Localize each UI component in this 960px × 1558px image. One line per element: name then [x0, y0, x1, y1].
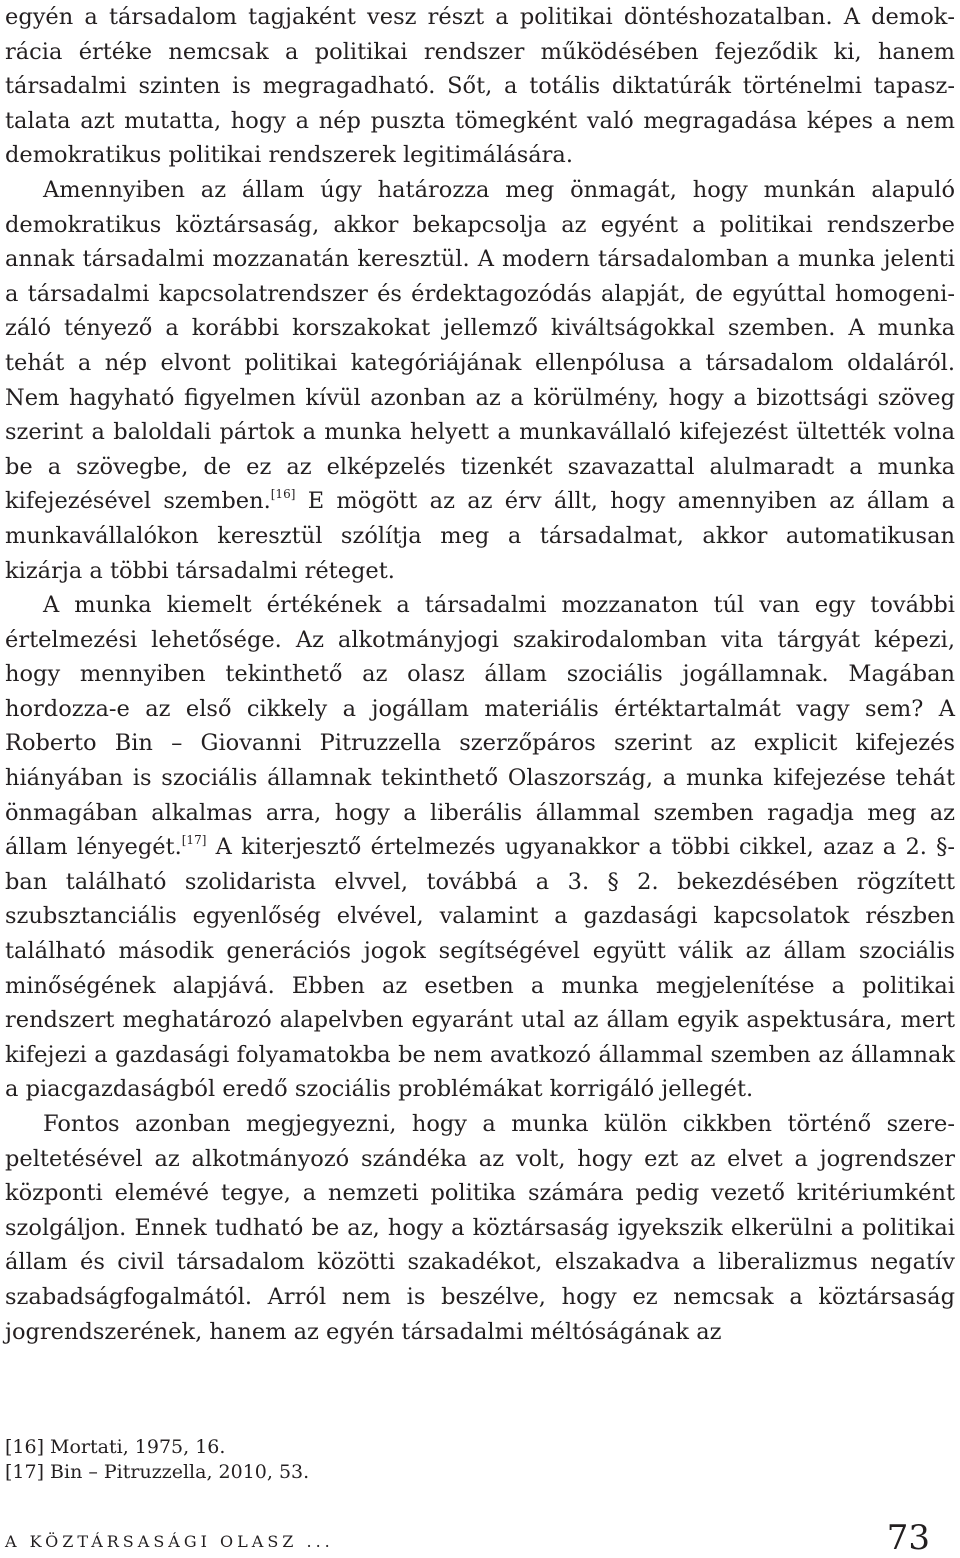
paragraph-text: A kiterjesztő értelmezés ugyanakkor a többi cikkel, azaz a 2. §-ban található szolidarista elvvel, továbbá a 3. § 2. bekezdésében rögzített szubsztanciális egyenlőség elvével, valamint a gazdasági kapcsolatok részben található második generációs jogok segítségével együtt válik az állam szociális minőségének alapjává. Ebben az esetben a munka megjelenítése a politikai rendszert meghatározó alapelvben egyaránt utal az állam egyik aspektusára, mert kifejezi a gazdasági folyamatokba be nem avatkozó állammal szemben az államnak a piacgazdaságból eredő szociális problémákat korrigáló jellegét. — [5, 834, 956, 1103]
running-head: A KÖZTÁRSASÁGI OLASZ ... — [5, 1532, 334, 1551]
page-footer — [5, 1518, 930, 1558]
footnotes — [5, 1435, 705, 1485]
page-number: 73 — [886, 1518, 930, 1558]
paragraph-text: Fontos azonban megjegyezni, hogy a munka külön cikkben történő szerepeltetésével az alkotmányozó szándéka az volt, hogy ezt az elvet a jogrendszer központi elemévé tegye, a nemzeti politika számára pedig vezető kritériumként szolgáljon. Ennek tudható be az, hogy a köztársaság igyekszik elkerülni a politikai állam és civil társadalom közötti szakadékot, elszakadva a liberalizmus negatív szabadságfogalmától. Arról nem is beszélve, hogy ez nemcsak a köztársaság jogrendszerének, hanem az egyén társadalmi méltóságának az — [5, 1111, 955, 1345]
footnote-16: [16] Mortati, 1975, 16. — [5, 1436, 226, 1458]
paragraph — [5, 0, 955, 173]
paragraph-text: Amennyiben az állam úgy határozza meg önmagát, hogy munkán alapuló demokratikus köztársaság, akkor bekapcsolja az egyént a politikai rendszerbe annak társadalmi mozzanatán keresztül. A modern társadalomban a munka jelenti a társadalmi kapcsolatrendszer és érdektagozódás alapját, de egyúttal homogenizáló tényező a korábbi korszakokat jellemző kiváltságokkal szemben. A munka tehát a nép elvont politikai kategóriájának ellenpólusa a társadalom oldaláról. Nem hagyható figyelmen kívül azonban az a körülmény, hogy a bizottsági szöveg szerint a baloldali pártok a munka helyett a munkavállaló kifejezést ültették volna be a szövegbe, de ez az elképzelés tizenkét szavazattal alulmaradt a munka kifejezésével szemben. — [5, 176, 955, 515]
paragraph-text: egyén a társadalom tagjaként vesz részt a politikai döntéshozatalban. A demokrácia értéke nemcsak a politikai rendszer működésében fejeződik ki, hanem társadalmi szinten is megragadható. Sőt, a totális diktatúrák történelmi tapasztalata azt mutatta, hogy a nép puszta tömegként való megragadása képes a nem demokratikus politikai rendszerek legitimálására. — [5, 4, 955, 169]
footnote-ref: [17] — [181, 833, 207, 848]
paragraph-text: E mögött az az érv állt, hogy amennyiben az állam a munkavállalókon keresztül szólítja meg a társadalmat, akkor automatikusan kizárja a többi társadalmi réteget. — [5, 488, 955, 584]
paragraph-text: A munka kiemelt értékének a társadalmi mozzanaton túl van egy további értelmezési lehetősége. Az alkotmányjogi szakirodalomban vita tárgyát képezi, hogy mennyiben tekinthető az olasz állam szociális jogállamnak. Magában hordozza-e az első cikkely a jogállam materiális értéktartalmát vagy sem? A Roberto Bin – Giovanni Pitruzzella szerzőpáros szerint az explicit kifejezés hiányában is szociális államnak tekinthető Olaszország, a munka kifejezése tehát önmagában alkalmas arra, hogy a liberális állammal szemben ragadja meg az állam lényegét. — [5, 592, 955, 861]
body-text — [5, 0, 955, 1349]
paragraph — [5, 1107, 955, 1349]
paragraph — [5, 173, 955, 588]
footnote-ref: [16] — [270, 487, 296, 502]
footnote-17: [17] Bin – Pitruzzella, 2010, 53. — [5, 1461, 310, 1483]
paragraph — [5, 588, 955, 1107]
